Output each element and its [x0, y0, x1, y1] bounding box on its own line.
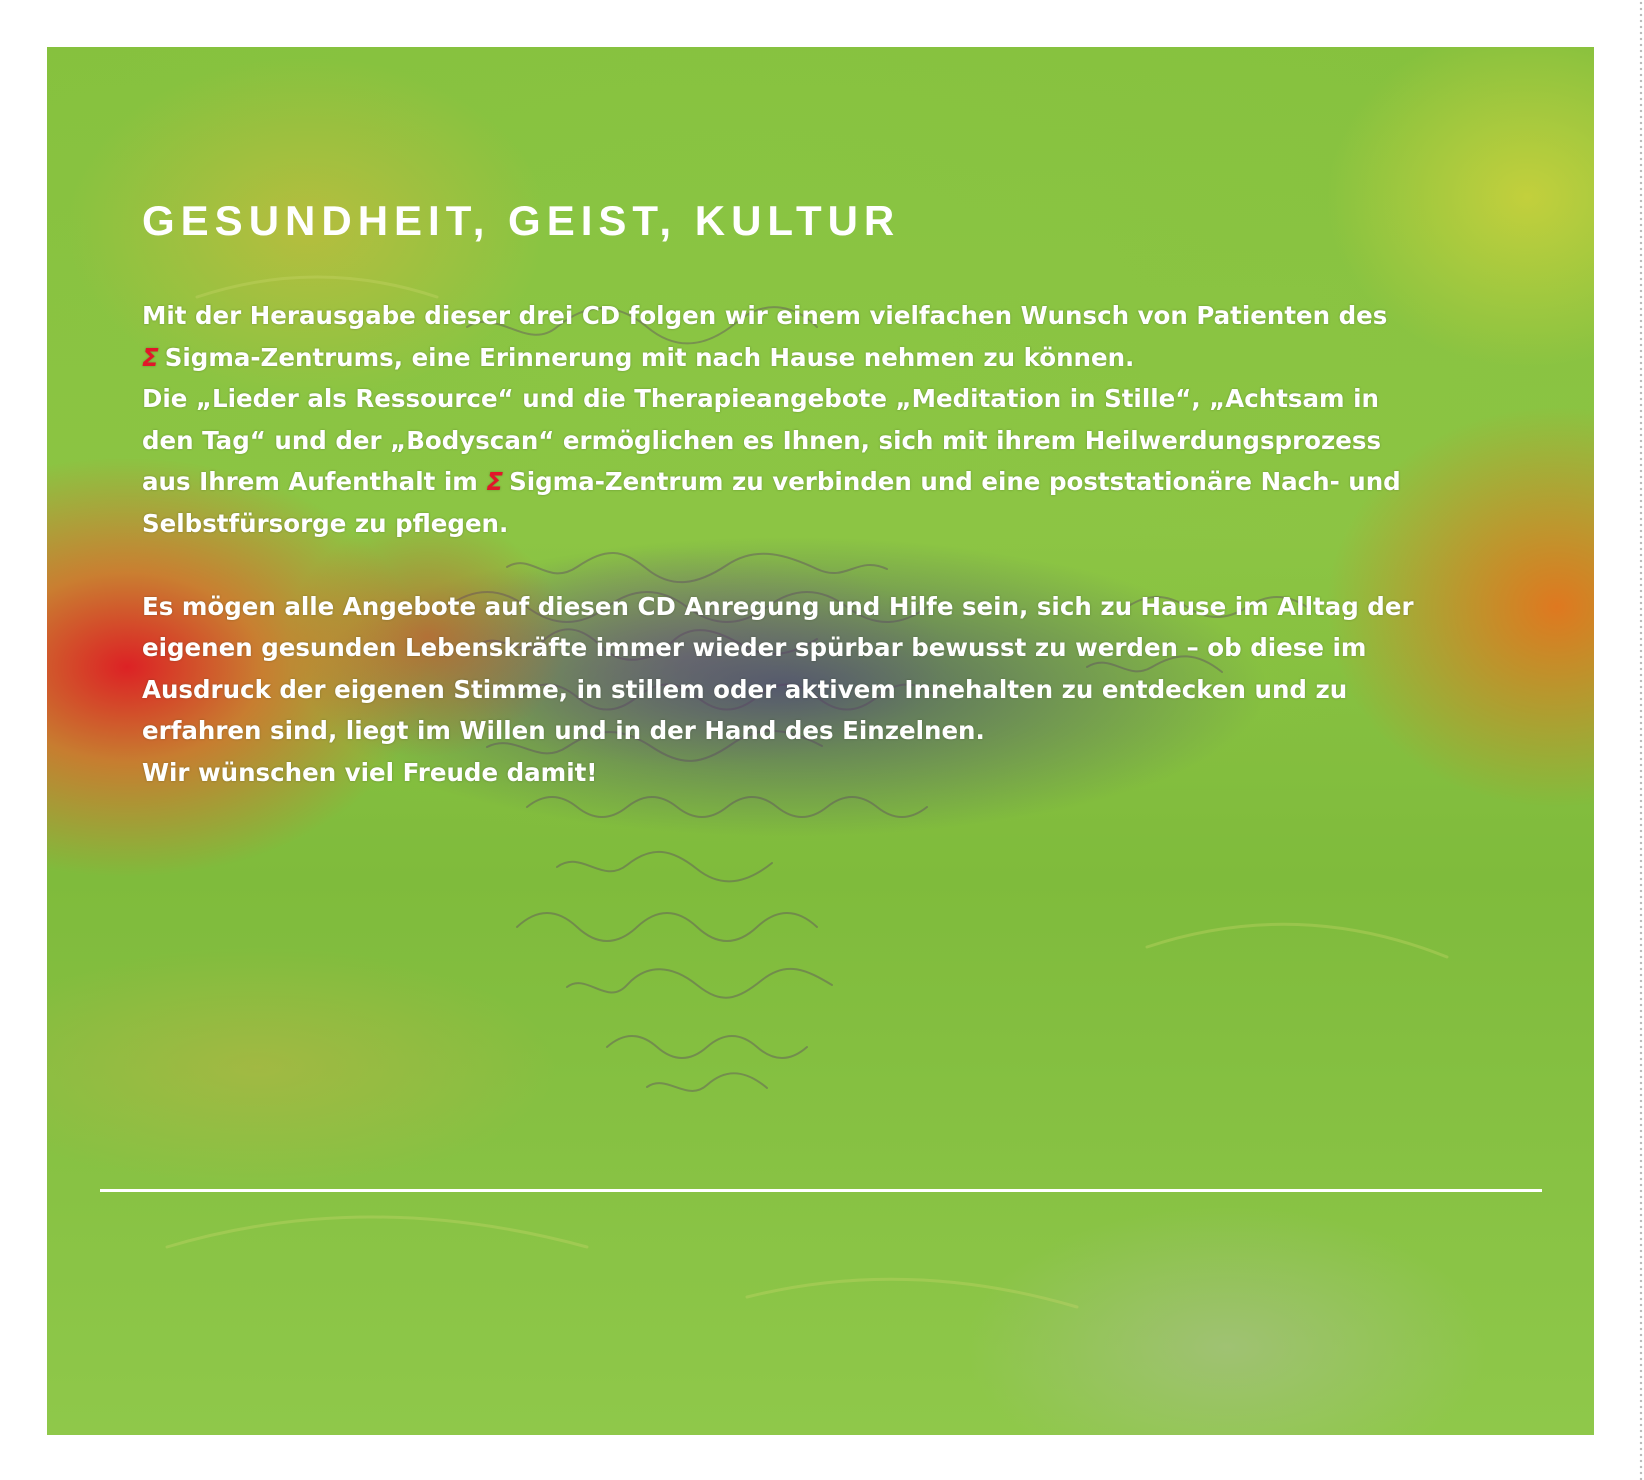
closing-paragraph: Es mögen alle Angebote auf diesen CD Anregung und Hilfe sein, sich zu Hause im Alltag der eigenen gesunden Lebenskräfte immer wieder spürbar bewusst zu werden – ob diese im Ausdruck der eigenen Stimme, in stillem oder aktivem Innehalten zu entdecken und zu erfahren sind, liegt im Willen und in der Hand des Einzelnen. Wir wünschen viel Freude damit!	[142, 591, 1414, 787]
text-line: Mit der Herausgabe dieser drei CD folgen wir einem vielfachen Wunsch von Patienten des	[142, 301, 1388, 330]
page-title: GESUNDHEIT, GEIST, KULTUR	[142, 197, 901, 244]
page-edge-dotted-border	[1638, 0, 1644, 1480]
sigma-logo-icon: Σ	[142, 342, 159, 372]
horizontal-divider	[100, 1189, 1542, 1192]
text-line: Selbstfürsorge zu pflegen.	[142, 508, 509, 538]
text-line	[142, 337, 1522, 379]
text-line-part: Sigma-Zentrums, eine Erinnerung mit nach Hause nehmen zu können.	[164, 342, 1135, 372]
text-line: Die „Lieder als Ressource“ und die Therapieangebote „Meditation in Stille“, „Achtsam in	[142, 384, 1379, 413]
text-line-part: aus Ihrem Aufenthalt im	[142, 467, 478, 496]
painted-background-panel	[47, 47, 1594, 1435]
text-line-part: Sigma-Zentrum zu verbinden und eine poststationäre Nach- und	[509, 467, 1401, 496]
intro-paragraph	[142, 295, 1522, 544]
body-text	[142, 295, 1522, 793]
sigma-logo-icon: Σ	[486, 467, 504, 496]
text-line	[142, 461, 1522, 503]
text-line: den Tag“ und der „Bodyscan“ ermöglichen es Ihnen, sich mit ihrem Heilwerdungsprozess	[142, 425, 1382, 455]
paragraph-spacer	[142, 544, 1522, 586]
